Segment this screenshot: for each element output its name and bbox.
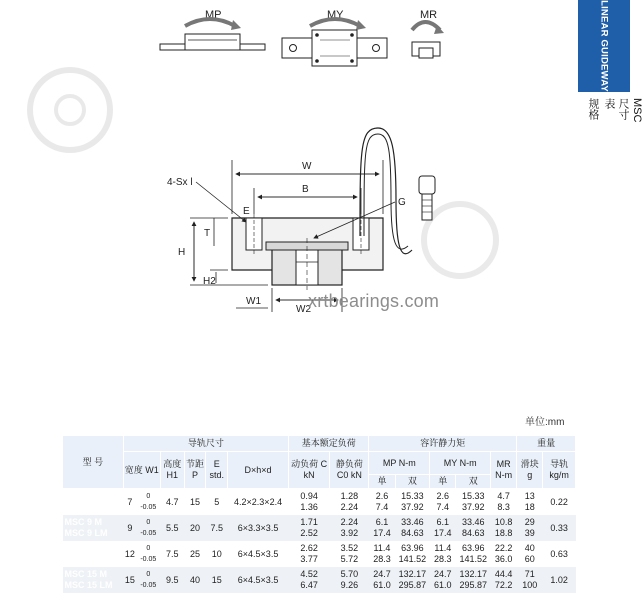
unit-label: 单位:mm bbox=[525, 417, 565, 428]
cell-block-g: 71 100 bbox=[517, 567, 543, 593]
header-e-std: E std. bbox=[206, 452, 228, 489]
cell-mp-single: 2.6 7.4 bbox=[369, 489, 395, 516]
cell-dhd: 6×4.5×3.5 bbox=[228, 541, 289, 567]
header-pitch-p: 节距 P bbox=[184, 452, 206, 489]
moment-mp-arrow bbox=[185, 19, 235, 26]
cell-p: 15 bbox=[184, 489, 206, 516]
dim-holes-label: 4-Sx l bbox=[167, 177, 193, 188]
cell-my-double: 132.17 295.87 bbox=[456, 567, 491, 593]
dim-w2-label: W2 bbox=[296, 304, 311, 315]
cell-c: 2.62 3.77 bbox=[289, 541, 330, 567]
cell-dhd: 6×4.5×3.5 bbox=[228, 567, 289, 593]
cell-p: 20 bbox=[184, 515, 206, 541]
cell-kgm: 0.33 bbox=[543, 515, 576, 541]
header-mp-single: 单 bbox=[369, 475, 395, 489]
cell-e: 7.5 bbox=[206, 515, 228, 541]
cell-c0: 3.52 5.72 bbox=[330, 541, 369, 567]
spec-table bbox=[62, 435, 576, 593]
header-dhd: D×h×d bbox=[228, 452, 289, 489]
cell-mp-double: 132.17 295.87 bbox=[395, 567, 430, 593]
sidebar-title-line1: 规格 bbox=[587, 98, 599, 120]
cell-e: 5 bbox=[206, 489, 228, 516]
dim-w-label: W bbox=[302, 161, 312, 172]
cell-dhd: 4.2×2.3×2.4 bbox=[228, 489, 289, 516]
dim-t-label: T bbox=[204, 228, 211, 239]
cell-c0: 5.70 9.26 bbox=[330, 567, 369, 593]
cell-tol: 0 -0.05 bbox=[136, 567, 160, 593]
cell-tol: 0 -0.05 bbox=[136, 515, 160, 541]
cell-my-double: 33.46 84.63 bbox=[456, 515, 491, 541]
cell-tol: 0 -0.05 bbox=[136, 541, 160, 567]
header-basic-load: 基本额定负荷 bbox=[289, 436, 369, 452]
table-row bbox=[63, 489, 576, 516]
header-rail-kgm: 导轨 kg/m bbox=[543, 452, 576, 489]
cell-my-double: 63.96 141.52 bbox=[456, 541, 491, 567]
cell-mp-single: 24.7 61.0 bbox=[369, 567, 395, 593]
cell-c: 4.52 6.47 bbox=[289, 567, 330, 593]
cell-c0: 2.24 3.92 bbox=[330, 515, 369, 541]
table-row bbox=[63, 567, 576, 593]
watermark-text: xrtbearings.com bbox=[308, 291, 440, 311]
dim-h2-label: H2 bbox=[203, 276, 216, 287]
model-cell: MSC 15 M MSC 15 LM bbox=[63, 567, 124, 593]
dim-w1-label: W1 bbox=[246, 296, 261, 307]
header-weight: 重量 bbox=[517, 436, 576, 452]
header-mp-double: 双 bbox=[395, 475, 430, 489]
sidebar-title bbox=[586, 98, 643, 123]
sidebar bbox=[578, 0, 643, 601]
cell-block-g: 40 60 bbox=[517, 541, 543, 567]
cell-p: 25 bbox=[184, 541, 206, 567]
moment-mr-diagram bbox=[412, 9, 444, 58]
header-my-double: 双 bbox=[456, 475, 491, 489]
cell-e: 15 bbox=[206, 567, 228, 593]
cell-p: 40 bbox=[184, 567, 206, 593]
cell-w1: 12 bbox=[123, 541, 136, 567]
header-rail-dims: 导轨尺寸 bbox=[123, 436, 288, 452]
cell-c: 0.94 1.36 bbox=[289, 489, 330, 516]
table-row bbox=[63, 515, 576, 541]
header-static-moment: 容许静力矩 bbox=[369, 436, 517, 452]
moment-my-diagram bbox=[282, 9, 387, 66]
cell-dhd: 6×3.3×3.5 bbox=[228, 515, 289, 541]
cell-w1: 9 bbox=[123, 515, 136, 541]
cell-c0: 1.28 2.24 bbox=[330, 489, 369, 516]
cell-tol: 0 -0.05 bbox=[136, 489, 160, 516]
cell-h1: 7.5 bbox=[160, 541, 184, 567]
header-model: 型 号 bbox=[63, 436, 124, 489]
cell-mr: 4.7 8.3 bbox=[491, 489, 517, 516]
header-height-h1: 高度 H1 bbox=[160, 452, 184, 489]
sidebar-band bbox=[578, 0, 630, 92]
cell-h1: 5.5 bbox=[160, 515, 184, 541]
cell-my-single: 2.6 7.4 bbox=[430, 489, 456, 516]
sidebar-band-text: LINEAR GUIDEWAY bbox=[598, 0, 610, 92]
cell-mp-single: 6.1 17.4 bbox=[369, 515, 395, 541]
dim-h-label: H bbox=[178, 247, 186, 258]
sidebar-title-line2: MSC尺寸表 bbox=[603, 98, 643, 123]
cell-kgm: 0.22 bbox=[543, 489, 576, 516]
cell-w1: 7 bbox=[123, 489, 136, 516]
header-width-w1: 宽度 W1 bbox=[123, 452, 160, 489]
cell-mp-single: 11.4 28.3 bbox=[369, 541, 395, 567]
model-cell: MSC 9 M MSC 9 LM bbox=[63, 515, 124, 541]
cell-block-g: 29 39 bbox=[517, 515, 543, 541]
cell-mp-double: 33.46 84.63 bbox=[395, 515, 430, 541]
cell-c: 1.71 2.52 bbox=[289, 515, 330, 541]
cell-h1: 4.7 bbox=[160, 489, 184, 516]
cell-mp-double: 63.96 141.52 bbox=[395, 541, 430, 567]
cell-my-single: 24.7 61.0 bbox=[430, 567, 456, 593]
cell-my-single: 11.4 28.3 bbox=[430, 541, 456, 567]
header-my-single: 单 bbox=[430, 475, 456, 489]
dim-e-label: E bbox=[243, 206, 250, 217]
cell-h1: 9.5 bbox=[160, 567, 184, 593]
model-cell: MSC 12 M MSC 12 LM bbox=[63, 541, 124, 567]
cell-kgm: 0.63 bbox=[543, 541, 576, 567]
header-dyn-c: 动负荷 C kN bbox=[289, 452, 330, 489]
dim-b-label: B bbox=[302, 184, 309, 195]
header-stat-c0: 静负荷 C0 kN bbox=[330, 452, 369, 489]
moment-mr-label: MR bbox=[420, 9, 438, 21]
header-mp: MP N-m bbox=[369, 452, 430, 475]
cell-e: 10 bbox=[206, 541, 228, 567]
header-block-g: 滑块 g bbox=[517, 452, 543, 489]
cell-block-g: 13 18 bbox=[517, 489, 543, 516]
header-my: MY N-m bbox=[430, 452, 491, 475]
cross-section bbox=[232, 128, 435, 290]
table-row bbox=[63, 541, 576, 567]
cell-w1: 15 bbox=[123, 567, 136, 593]
cell-mp-double: 15.33 37.92 bbox=[395, 489, 430, 516]
header-mr: MR N-m bbox=[491, 452, 517, 489]
moment-mp-label: MP bbox=[205, 9, 222, 21]
moment-mp-diagram bbox=[160, 9, 265, 50]
cell-my-double: 15.33 37.92 bbox=[456, 489, 491, 516]
cell-mr: 44.4 72.2 bbox=[491, 567, 517, 593]
moment-my-label: MY bbox=[327, 9, 344, 21]
cell-mr: 10.8 18.8 bbox=[491, 515, 517, 541]
cell-mr: 22.2 36.0 bbox=[491, 541, 517, 567]
dim-g-label: G bbox=[398, 197, 406, 208]
model-cell: MSC 7 M MSC 7 LM bbox=[63, 489, 124, 516]
cell-my-single: 6.1 17.4 bbox=[430, 515, 456, 541]
cell-kgm: 1.02 bbox=[543, 567, 576, 593]
